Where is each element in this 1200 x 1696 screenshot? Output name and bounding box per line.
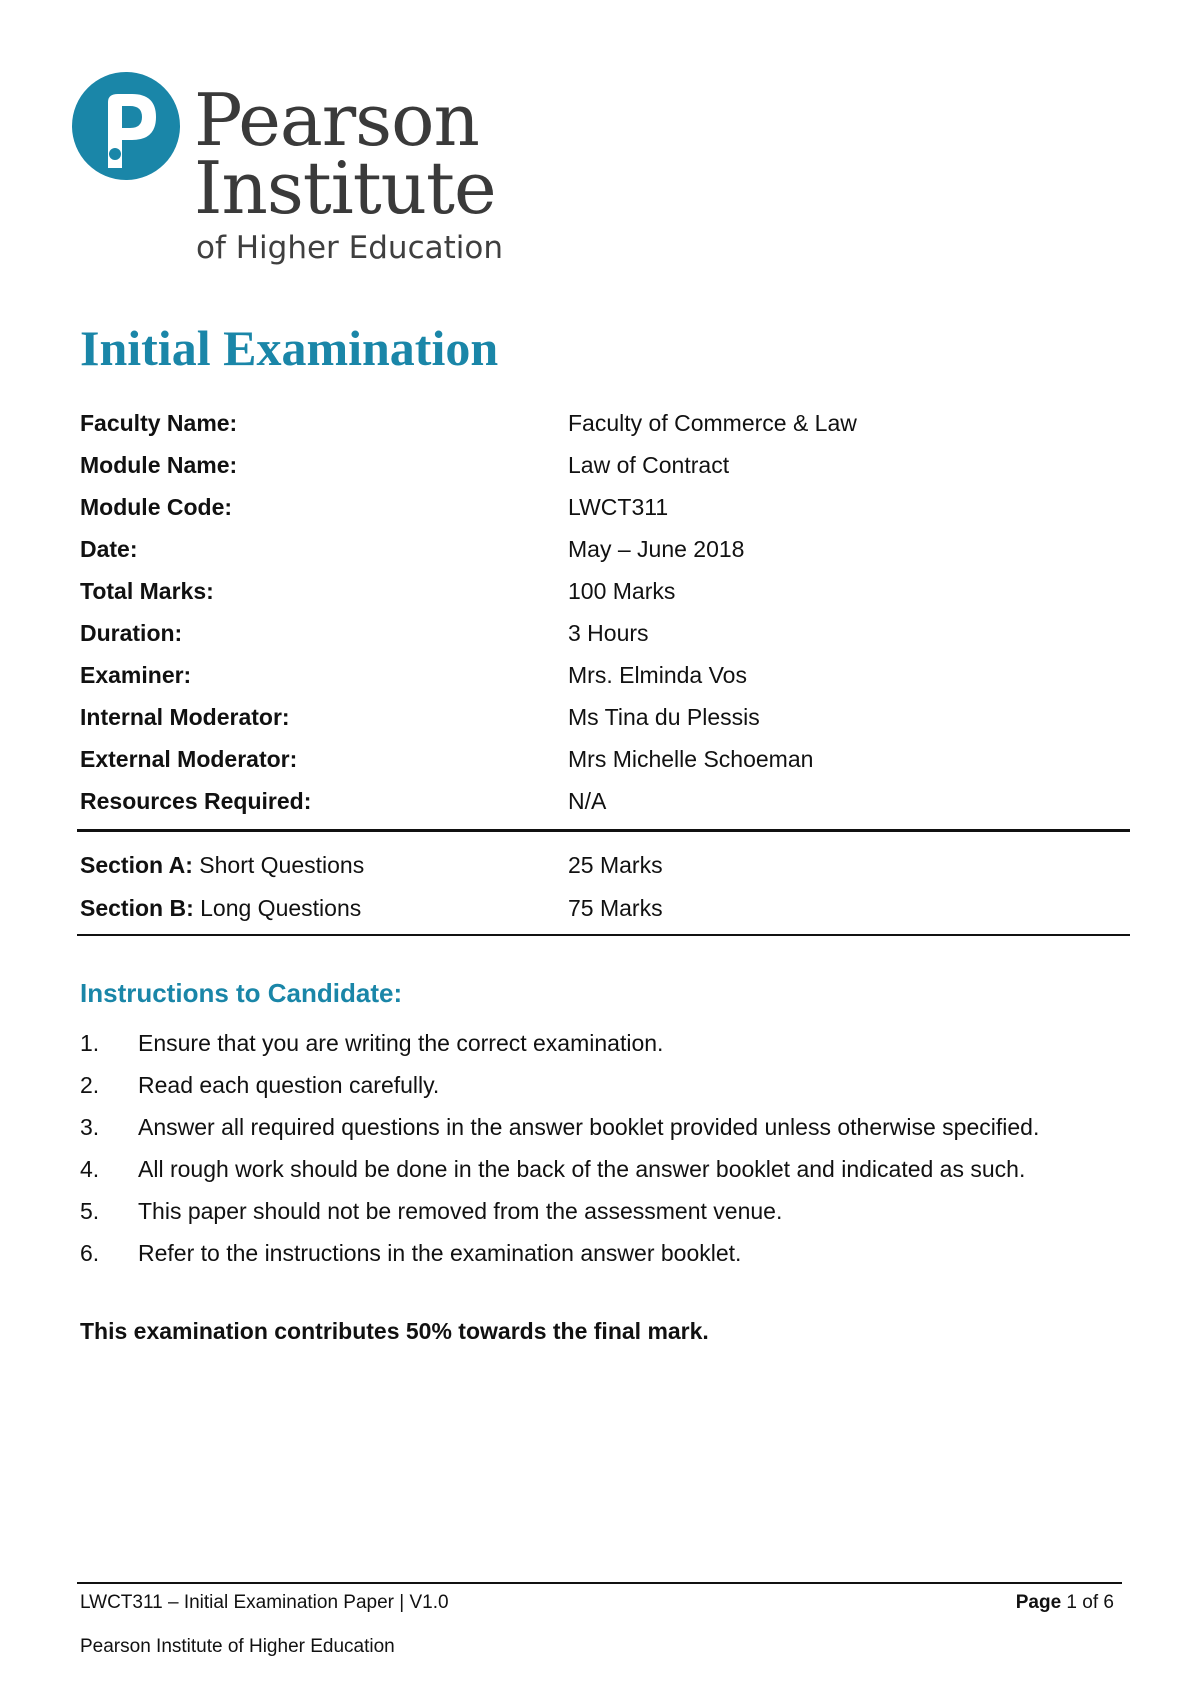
pearson-logo (72, 72, 503, 272)
footer-divider (77, 1582, 1122, 1584)
section-label (80, 844, 364, 887)
list-item (80, 1148, 1140, 1190)
list-item-number: 6. (80, 1240, 100, 1266)
list-item-number: 3. (80, 1114, 100, 1140)
info-value: N/A (568, 788, 607, 814)
logo-wordmark (194, 78, 496, 230)
list-item-number: 2. (80, 1072, 100, 1098)
info-row-examiner (80, 654, 1130, 696)
list-item (80, 1190, 1140, 1232)
info-value: 3 Hours (568, 620, 649, 646)
info-label: Examiner: (80, 662, 192, 688)
list-item-text: Ensure that you are writing the correct examination. (138, 1030, 664, 1056)
section-name: Section A: (80, 852, 193, 878)
list-item-text: This paper should not be removed from the assessment venue. (138, 1198, 783, 1224)
list-item-text: Refer to the instructions in the examination answer booklet. (138, 1240, 742, 1266)
info-label: Module Name: (80, 452, 238, 478)
info-value: 100 Marks (568, 578, 676, 604)
info-row-module-code (80, 486, 1130, 528)
instructions-list (80, 1022, 1140, 1274)
list-item-text: All rough work should be done in the back of the answer booklet and indicated as such. (138, 1156, 1026, 1182)
list-item-text: Answer all required questions in the answer booklet provided unless otherwise specified. (138, 1114, 1040, 1140)
list-item (80, 1232, 1140, 1274)
list-item (80, 1106, 1140, 1148)
info-row-module-name (80, 444, 1130, 486)
info-label: Faculty Name: (80, 410, 238, 436)
list-item-text: Read each question carefully. (138, 1072, 440, 1098)
info-value: LWCT311 (568, 494, 669, 520)
section-name: Section B: (80, 895, 194, 921)
exam-info-table (80, 402, 1130, 822)
logo-word-institute: Institute (194, 146, 496, 230)
info-row-internal-moderator (80, 696, 1130, 738)
page-current: 1 (1066, 1592, 1077, 1613)
section-label (80, 887, 361, 930)
section-marks: 75 Marks (568, 895, 663, 921)
info-row-faculty (80, 402, 1130, 444)
info-value: May – June 2018 (568, 536, 745, 562)
info-value: Ms Tina du Plessis (568, 704, 760, 730)
info-value: Law of Contract (568, 452, 730, 478)
footer-page-number (1016, 1588, 1114, 1618)
section-divider-bottom (77, 934, 1130, 936)
info-value: Mrs Michelle Schoeman (568, 746, 814, 772)
info-row-date (80, 528, 1130, 570)
page-of-label: of (1082, 1592, 1099, 1613)
section-marks: 25 Marks (568, 852, 663, 878)
list-item (80, 1022, 1140, 1064)
info-label: Total Marks: (80, 578, 214, 604)
list-item-number: 4. (80, 1156, 100, 1182)
page-total: 6 (1103, 1592, 1114, 1613)
info-row-total-marks (80, 570, 1130, 612)
section-divider-top (77, 829, 1130, 832)
footer-document-id: LWCT311 – Initial Examination Paper | V1.0 (80, 1592, 449, 1613)
page-label: Page (1015, 1592, 1062, 1613)
info-label: Resources Required: (80, 788, 312, 814)
info-label: Module Code: (80, 494, 233, 520)
list-item-number: 1. (80, 1030, 100, 1056)
sections-table (80, 844, 1130, 930)
section-row-b (80, 887, 1130, 930)
info-row-resources (80, 780, 1130, 822)
logo-word-pearson: Pearson (194, 78, 479, 162)
info-label: Internal Moderator: (80, 704, 290, 730)
info-label: External Moderator: (80, 746, 298, 772)
info-row-external-moderator (80, 738, 1130, 780)
list-item (80, 1064, 1140, 1106)
page-title: Initial Examination (80, 320, 499, 376)
section-desc: Long Questions (193, 895, 362, 921)
section-desc: Short Questions (192, 852, 365, 878)
section-row-a (80, 844, 1130, 887)
info-value: Mrs. Elminda Vos (568, 662, 747, 688)
instructions-heading: Instructions to Candidate: (80, 978, 403, 1008)
contribution-note: This examination contributes 50% towards the final mark. (80, 1318, 709, 1344)
pearson-p-logo-icon (72, 72, 180, 188)
info-label: Date: (80, 536, 138, 562)
list-item-number: 5. (80, 1198, 100, 1224)
footer-organization: Pearson Institute of Higher Education (80, 1636, 395, 1657)
logo-subtitle: of Higher Education (196, 230, 503, 266)
info-row-duration (80, 612, 1130, 654)
info-value: Faculty of Commerce & Law (568, 410, 857, 436)
info-label: Duration: (80, 620, 183, 646)
